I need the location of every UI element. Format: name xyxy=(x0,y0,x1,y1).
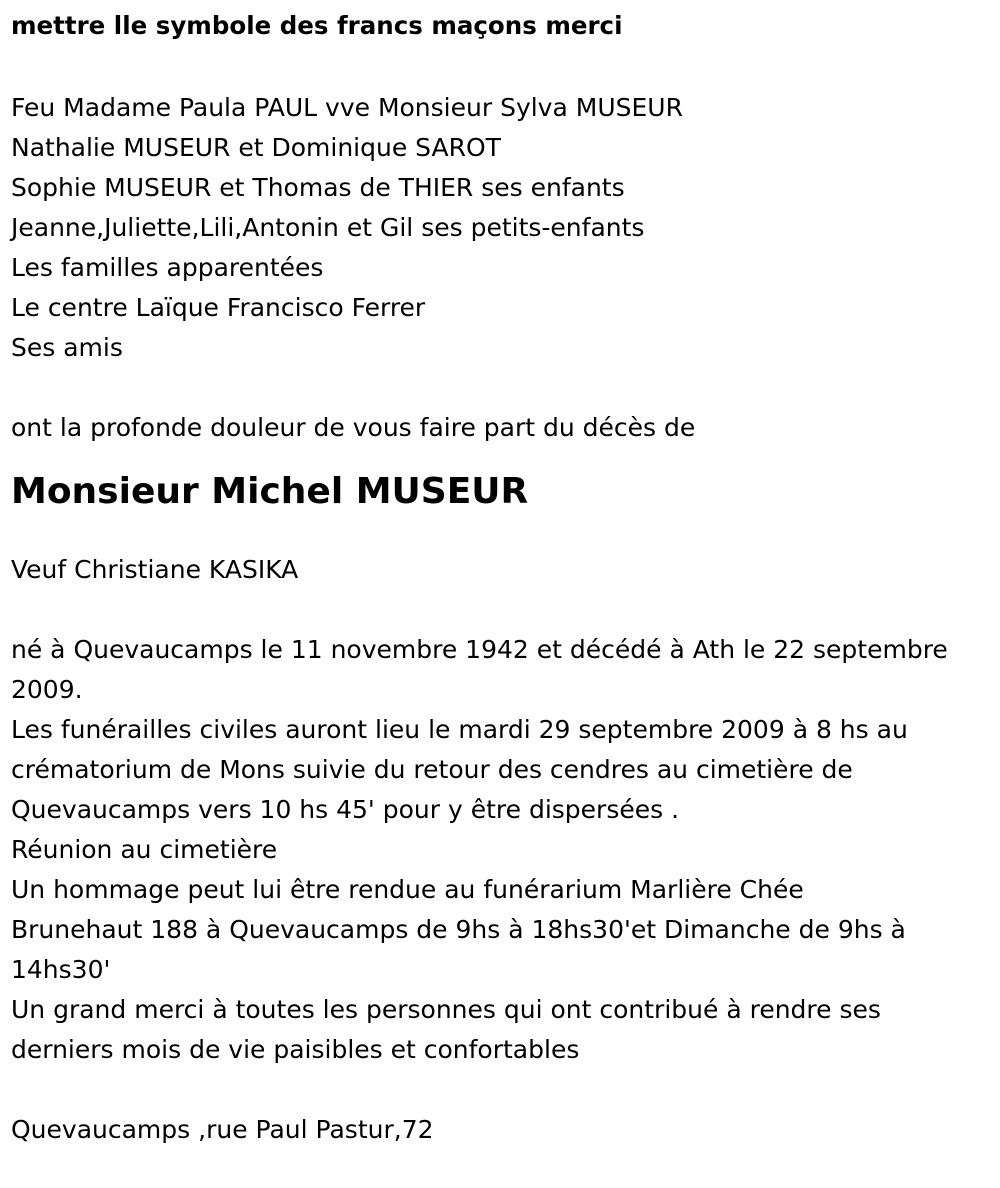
announcement-text: ont la profonde douleur de vous faire part du décès de xyxy=(11,413,696,442)
tribute-line: Un hommage peut lui être rendue au funérarium Marlière Chée xyxy=(11,875,804,904)
mourner-line: Le centre Laïque Francisco Ferrer xyxy=(11,293,426,322)
birth-death-line: 2009. xyxy=(11,675,83,704)
funeral-line: crématorium de Mons suivie du retour des cendres au cimetière de xyxy=(11,755,853,784)
funeral-line: Les funérailles civiles auront lieu le mardi 29 septembre 2009 à 8 hs au xyxy=(11,715,908,744)
thanks-line: Un grand merci à toutes les personnes qui ont contribué à rendre ses xyxy=(11,995,881,1024)
mourner-line: Ses amis xyxy=(11,333,123,362)
mourner-line: Feu Madame Paula PAUL vve Monsieur Sylva MUSEUR xyxy=(11,93,683,122)
mourner-line: Les familles apparentées xyxy=(11,253,324,282)
mourner-line: Nathalie MUSEUR et Dominique SAROT xyxy=(11,133,501,162)
mourner-line: Sophie MUSEUR et Thomas de THIER ses enfants xyxy=(11,173,625,202)
details-block xyxy=(11,630,990,1070)
mourner-line: Jeanne,Juliette,Lili,Antonin et Gil ses petits-enfants xyxy=(11,213,645,242)
spouse-line: Veuf Christiane KASIKA xyxy=(11,555,299,584)
header-note: mettre lle symbole des francs maçons merci xyxy=(11,11,623,40)
mourners-list xyxy=(11,88,990,368)
birth-death-line: né à Quevaucamps le 11 novembre 1942 et décédé à Ath le 22 septembre xyxy=(11,635,948,664)
funeral-line: Quevaucamps vers 10 hs 45' pour y être dispersées . xyxy=(11,795,680,824)
thanks-line: derniers mois de vie paisibles et confortables xyxy=(11,1035,580,1064)
tribute-line: 14hs30' xyxy=(11,955,111,984)
meeting-line: Réunion au cimetière xyxy=(11,835,278,864)
deceased-name: Monsieur Michel MUSEUR xyxy=(11,471,529,512)
address-line: Quevaucamps ,rue Paul Pastur,72 xyxy=(11,1115,434,1144)
tribute-line: Brunehaut 188 à Quevaucamps de 9hs à 18hs30'et Dimanche de 9hs à xyxy=(11,915,906,944)
